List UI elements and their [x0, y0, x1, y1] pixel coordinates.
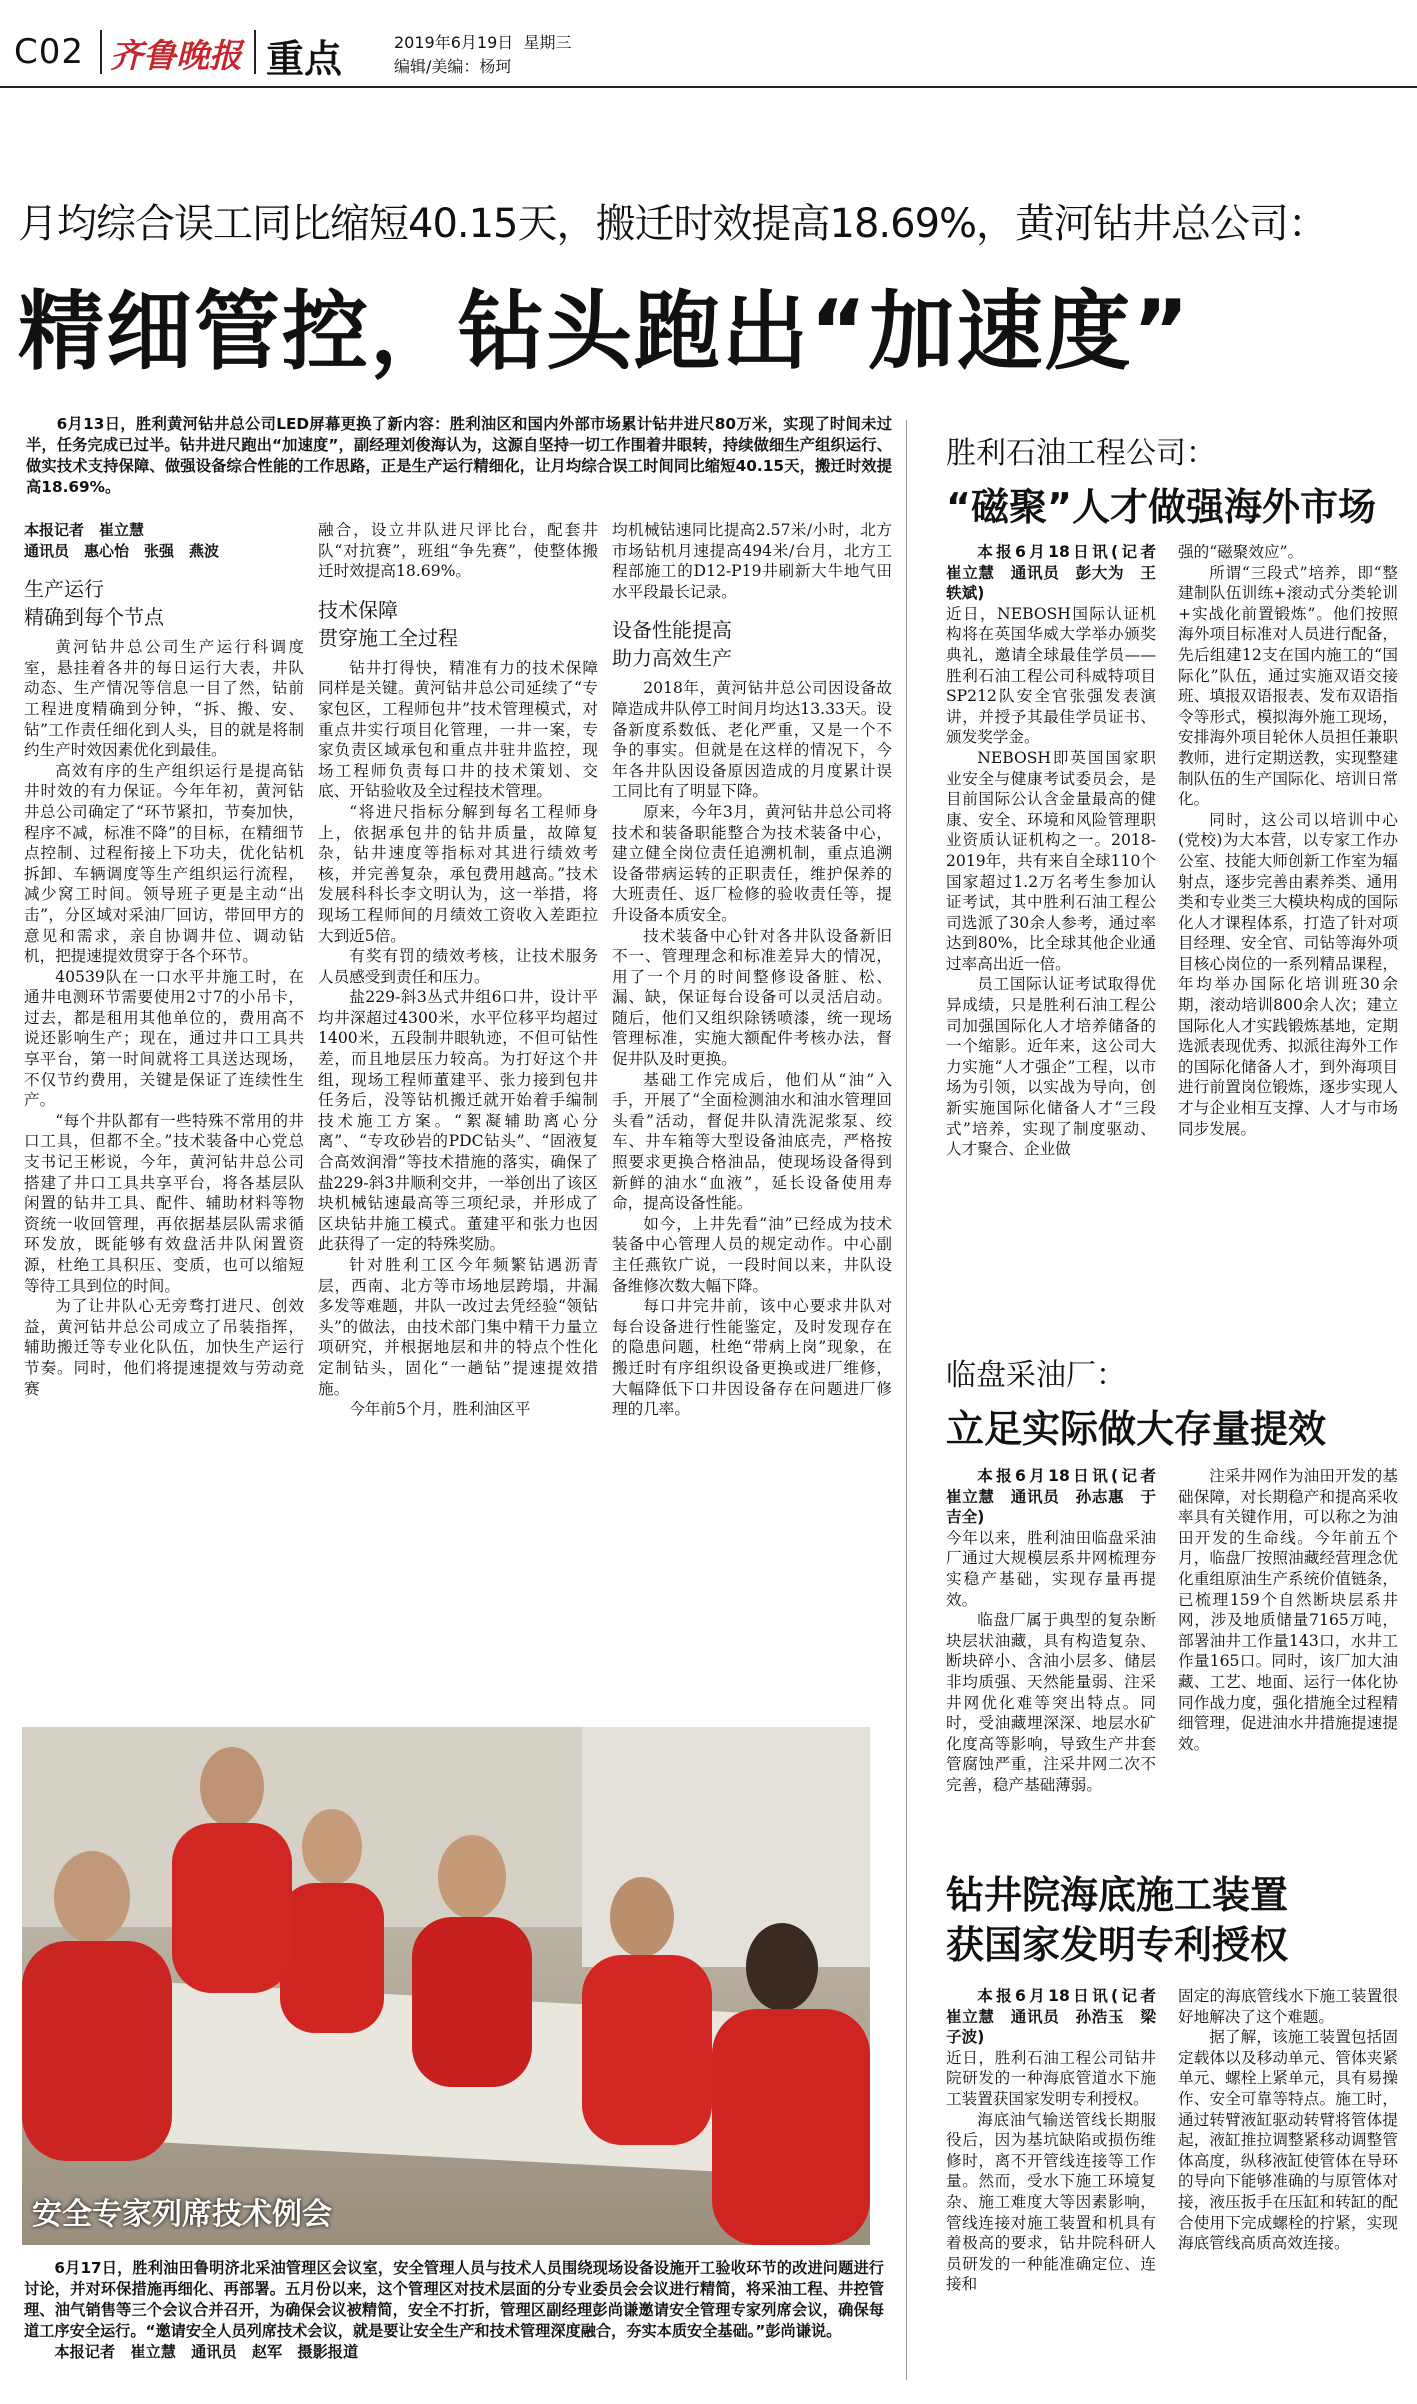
photo-caption: [24, 2258, 884, 2363]
paragraph: 有奖有罚的绩效考核，让技术服务人员感受到责任和压力。: [318, 947, 598, 986]
photo-illustration: [22, 1727, 870, 2245]
main-headline: 精细管控，钻头跑出“加速度”: [18, 282, 1192, 382]
dateline: 本报6月18日讯(记者 崔立慧 通讯员 孙志惠 于吉全): [946, 1467, 1172, 1527]
issue-date: [394, 30, 571, 53]
right1-headline: “磁聚”人才做强海外市场: [946, 485, 1376, 529]
paper-logo: 齐鲁晚报: [110, 36, 242, 75]
paragraph: 高效有序的生产组织运行是提高钻井时效的有力保证。今年年初，黄河钻井总公司确定了“环节紧扣，节奏加快，程序不减，标准不降”的目标，在精细节点控制、过程衔接上下功夫，优化钻机拆卸、车辆调度等生产组织运行流程，减少窝工时间。领导班子更是主动“出击”，分区域对采油厂回访，带回甲方的意见和需求，亲自协调井位、调动钻机，把提速提效贯穿于各个环节。: [24, 761, 304, 966]
paragraph: 融合，设立井队进尺评比台，配套井队“对抗赛”，班组“争先赛”，使整体搬迁时效提高18.69%。: [318, 521, 598, 581]
masthead-divider: [254, 30, 256, 74]
date: 2019年6月19日: [394, 33, 514, 52]
paragraph: 强的“磁聚效应”。: [1178, 543, 1304, 561]
photo-overlay-title: 安全专家列席技术例会: [32, 2197, 332, 2232]
paragraph: 技术装备中心针对各井队设备新旧不一、管理理念和标准差异大的情况，用了一个月的时间整修设备脏、松、漏、缺，保证每台设备可以灵活启动。随后，他们又组织除锈喷漆，统一现场管理标准，实施大额配件考核办法，督促井队及时更换。: [612, 926, 892, 1069]
paragraph: 如今，上井先看“油”已经成为技术装备中心管理人员的规定动作。中心副主任燕钦广说，一段时间以来，井队设备维修次数大幅下降。: [612, 1214, 892, 1295]
editor-credit: 编辑/美编：杨珂: [394, 57, 512, 76]
main-column-2: [318, 520, 598, 1725]
paragraph: 今年前5个月，胜利油区平: [349, 1400, 531, 1419]
paragraph: 据了解，该施工装置包括固定载体以及移动单元、管体夹紧单元、螺栓上紧单元，具有易操作、安全可靠等特点。施工时，通过转臂液缸驱动转臂将管体提起，液缸推拉调整紧移动调整管体高度，纵移液缸使管体在导环的导向下能够准确的与原管体对接，液压扳手在压缸和转缸的配合使用下完成螺栓的拧紧，实现海底管线高质高效连接。: [1178, 2028, 1398, 2253]
paragraph: “将进尺指标分解到每名工程师身上，依据承包井的钻井质量，故障复杂，钻井速度等指标对其进行绩效考核，并完善复杂，承包费用越高。”技术发展科科长李文明认为，这一举措，将现场工程师间的月绩效工资收入差距拉大到近5倍。: [318, 802, 598, 945]
caption-text: 6月17日，胜利油田鲁明济北采油管理区会议室，安全管理人员与技术人员围绕现场设备设施开工验收环节的改进问题进行讨论，并对环保措施再细化、再部署。五月份以来，这个管理区对技术层面的分专业委员会会议进行精简，将采油工程、井控管理、油气销售等三个会议合并召开，为确保会议被精简，安全不打折，管理区副经理彭尚谦邀请安全管理专家列席会议，确保每道工序安全运行。“邀请安全人员列席技术会议，就是要让安全生产和技术管理深度融合，夯实本质安全基础。”彭尚谦说。: [24, 2259, 884, 2340]
sidebar-divider: [906, 420, 907, 2380]
paragraph: 临盘厂属于典型的复杂断块层状油藏，具有构造复杂、断块碎小、含油小层多、储层非均质强、天然能量弱、注采井网优化难等突出特点。同时，受油藏埋深深、地层水矿化度高等影响，导致生产井套管腐蚀严重，注采井网二次不完善，稳产基础薄弱。: [946, 1611, 1156, 1794]
right3-column-b: [1178, 1986, 1398, 2391]
paragraph: 所谓“三段式”培养，即“整建制队伍训练+滚动式分类轮训+实战化前置锻炼”。他们按照海外项目标准对人员进行配备，先后组建12支在国内施工的“国际化”队伍，通过实施双语交接班、填报双语报表、发布双语指令等形式，模拟海外施工现场，安排海外项目轮休人员担任兼职教师，进行定期送教，实现整建制队伍的生产国际化、培训日常化。: [1178, 563, 1398, 809]
subhead-tech: 技术保障 贯穿施工全过程: [318, 597, 458, 650]
subhead-production: 生产运行 精确到每个节点: [24, 577, 164, 630]
page-code: C02: [14, 32, 85, 72]
paragraph: 固定的海底管线水下施工装置很好地解决了这个难题。: [1178, 1987, 1398, 2026]
news-photo: [22, 1727, 870, 2245]
right3-column-a: [946, 1986, 1172, 2391]
paragraph: 今年以来，胜利油田临盘采油厂通过大规模层系井网梳理夯实稳产基础，实现存量再提效。: [946, 1528, 1156, 1609]
byline-correspondents: 通讯员 惠心怡 张强 燕波: [24, 541, 220, 560]
right2-column-a: [946, 1466, 1172, 1864]
right1-column-a: [946, 542, 1172, 1342]
paragraph: 40539队在一口水平井施工时，在通井电测环节需要使用2寸7的小吊卡，过去，都是租用其他单位的，费用高不说还影响生产；现在，通过井口工具共享平台，第一时间就将工具送达现场，不仅节约费用，关键是保证了连续性生产。: [24, 967, 304, 1110]
main-kicker: 月均综合误工同比缩短40.15天，搬迁时效提高18.69%，黄河钻井总公司：: [18, 201, 1328, 247]
paragraph: 盐229-斜3丛式井组6口井，设计平均井深超过4300米，水平位移平均超过1400米，五段制井眼轨迹，不但可钻性差，而且地层压力较高。为打好这个井组，现场工程师董建平、张力接到包井任务后，没等钻机搬迁就开始着手编制技术施工方案。“絮凝辅助离心分离”、“专攻砂岩的PDC钻头”、“固液复合高效润滑”等技术措施的落实，确保了盐229-斜3井顺利交井，一举创出了该区块机械钻速最高等三项纪录，并形成了区块钻井施工模式。董建平和张力也因此获得了一定的特殊奖励。: [318, 988, 598, 1254]
right2-kicker: 临盘采油厂：: [946, 1358, 1126, 1393]
header-rule: [0, 86, 1417, 88]
dateline: 本报6月18日讯(记者 崔立慧 通讯员 孙浩玉 梁子波): [946, 1987, 1172, 2047]
paragraph: 针对胜利工区今年频繁钻遇沥青层，西南、北方等市场地层跨塌，井漏多发等难题，井队一改过去凭经验“领钻头”的做法，由技术部门集中精干力量立项研究，并根据地层和井的特点个性化定制钻头，固化“一趟钻”提速提效措施。: [318, 1256, 598, 1398]
paragraph: 均机械钻速同比提高2.57米/小时，北方市场钻机月速提高494米/台月，北方工程部施工的D12-P19井刷新大牛地气田水平段最长记录。: [612, 521, 892, 601]
dateline: 本报6月18日讯(记者 崔立慧 通讯员 彭大为 王轶斌): [946, 543, 1172, 603]
byline-reporter: 本报记者 崔立慧: [24, 521, 145, 539]
paragraph: 黄河钻井总公司生产运行科调度室，悬挂着各井的每日运行大表，井队动态、生产情况等信息一目了然，钻前工程进度精确到分钟，“拆、搬、安、钻”工作责任细化到人头，目的就是将制约生产时效因素优化到最佳。: [24, 638, 304, 760]
weekday: 星期三: [523, 33, 572, 52]
paragraph: 近日，胜利石油工程公司钻井院研发的一种海底管道水下施工装置获国家发明专利授权。: [946, 2048, 1156, 2108]
paragraph: 员工国际认证考试取得优异成绩，只是胜利石油工程公司加强国际化人才培养储备的一个缩影。近年来，这公司大力实施“人才强企”工程，以市场为引领，以实战为导向，创新实施国际化储备人才“三段式”培养，实现了制度驱动、人才聚合、企业做: [946, 975, 1156, 1159]
paragraph: “每个井队都有一些特殊不常用的井口工具，但都不全。”技术装备中心党总支书记王彬说，今年，黄河钻井总公司搭建了井口工具共享平台，将各基层队闲置的钻井工具、配件、辅助材料等物资统一收回管理，再依据基层队需求循环发放，既能够有效盘活井队闲置资源，杜绝工具积压、变质，也可以缩短等待工具到位的时间。: [24, 1111, 304, 1295]
paragraph: 钻井打得快，精准有力的技术保障同样是关键。黄河钻井总公司延续了“专家包区，工程师包井”技术管理模式，对重点井实行项目化管理，一井一案，专家负责区域承包和重点井驻井监控，现场工程师负责每口井的技术策划、交底、开钻验收及全过程技术管理。: [318, 658, 598, 801]
paragraph: 同时，这公司以培训中心(党校)为大本营，以专家工作办公室、技能大师创新工作室为辐射点，逐步完善由素养类、通用类和专业类三大模块构成的国际化人才课程体系，打造了针对项目经理、安全官、司钻等海外项目核心岗位的一系列精品课程，年均举办国际化培训班30余期，滚动培训800余人次；建立国际化人才实践锻炼基地，定期选派表现优秀、拟派往海外工作的国际化储备人才，到外海项目进行前置岗位锻炼，逐步实现人才与企业相互支撑、人才与市场同步发展。: [1178, 810, 1398, 1138]
paragraph: 注采井网作为油田开发的基础保障，对长期稳产和提高采收率具有关键作用，可以称之为油田开发的生命线。今年前五个月，临盘厂按照油藏经营理念优化重组原油生产系统价值链条，已梳理159个自然断块层系井网，涉及地质储量7165万吨，部署油井工作量143口，水井工作量165口。同时，该厂加大油藏、工艺、地面、运行一体化协同作战力度，强化措施全过程精细管理，促进油水井措施提速提效。: [1178, 1467, 1398, 1753]
paragraph: 原来，今年3月，黄河钻井总公司将技术和装备职能整合为技术装备中心，建立健全岗位责任追溯机制，重点追溯设备带病运转的正职责任，维护保养的大班责任、返厂检修的验收责任等，提升设备本质安全。: [612, 802, 892, 924]
main-column-3: [612, 520, 892, 1725]
masthead-divider: [100, 30, 102, 74]
main-lead: 6月13日，胜利黄河钻井总公司LED屏幕更换了新内容：胜利油区和国内外部市场累计钻井进尺80万米，实现了时间未过半，任务完成已过半。钻井进尺跑出“加速度”，副经理刘俊海认为，这源自坚持一切工作围着井眼转，持续做细生产组织运行、做实技术支持保障、做强设备综合性能的工作思路，正是生产运行精细化，让月均综合误工时间同比缩短40.15天，搬迁时效提高18.69%。: [26, 415, 892, 496]
subhead-equipment: 设备性能提高 助力高效生产: [612, 618, 732, 671]
paragraph: 为了让井队心无旁骛打进尺、创效益，黄河钻井总公司成立了吊装指挥，辅助搬迁等专业化队伍，加快生产运行节奏。同时，他们将提速提效与劳动竞赛: [24, 1297, 304, 1398]
main-column-1: [24, 520, 304, 1725]
photo-credit: 本报记者 崔立慧 通讯员 赵军 摄影报道: [54, 2343, 359, 2361]
right1-kicker: 胜利石油工程公司：: [946, 436, 1216, 471]
right2-column-b: [1178, 1466, 1398, 1864]
paragraph: NEBOSH即英国国家职业安全与健康考试委员会，是目前国际公认含金量最高的健康、安全、环境和风险管理职业资质认证机构之一。2018-2019年，共有来自全球110个国家超过1.2万名考生参加认证考试，其中胜利石油工程公司选派了30余人参考，通过率达到80%，比全球其他企业通过率高出近一倍。: [946, 748, 1156, 973]
paragraph: 近日，NEBOSH国际认证机构将在英国华威大学举办颁奖典礼，邀请全球最佳学员——胜利石油工程公司科威特项目SP212队安全官张强发表演讲，并授予其最佳学员证书、颁发奖学金。: [946, 604, 1156, 747]
section-title: 重点: [266, 37, 343, 81]
paragraph: 2018年，黄河钻井总公司因设备故障造成井队停工时间月均达13.33天。设备新度系数低、老化严重，又是一个不争的事实。但就是在这样的情况下，今年各井队因设备原因造成的月度累计误工同比有了明显下降。: [612, 679, 892, 801]
paragraph: 海底油气输送管线长期服役后，因为基坑缺陷或损伤维修时，离不开管线连接等工作量。然而，受水下施工环境复杂、施工难度大等因素影响，管线连接对施工装置和机具有着极高的要求，钻井院科研人员研发的一种能准确定位、连接和: [946, 2110, 1156, 2294]
right1-column-b: [1178, 542, 1398, 1342]
right2-headline: 立足实际做大存量提效: [946, 1407, 1327, 1451]
paragraph: 基础工作完成后，他们从“油”入手，开展了“全面检测油水和油水管理回头看”活动，督促井队清洗泥浆泵、绞车、井车箱等大型设备油底壳，严格按照要求更换合格油品，使现场设备得到新鲜的油水“血液”，延长设备使用寿命，提高设备性能。: [612, 1070, 892, 1213]
right3-headline: 钻井院海底施工装置 获国家发明专利授权: [946, 1873, 1289, 1967]
paragraph: 每口井完井前，该中心要求井队对每台设备进行性能鉴定，及时发现存在的隐患问题，杜绝“带病上岗”现象，在搬迁时有序组织设备更换或进厂维修，大幅降低下口井因设备存在问题进厂修理的几率。: [612, 1297, 892, 1419]
